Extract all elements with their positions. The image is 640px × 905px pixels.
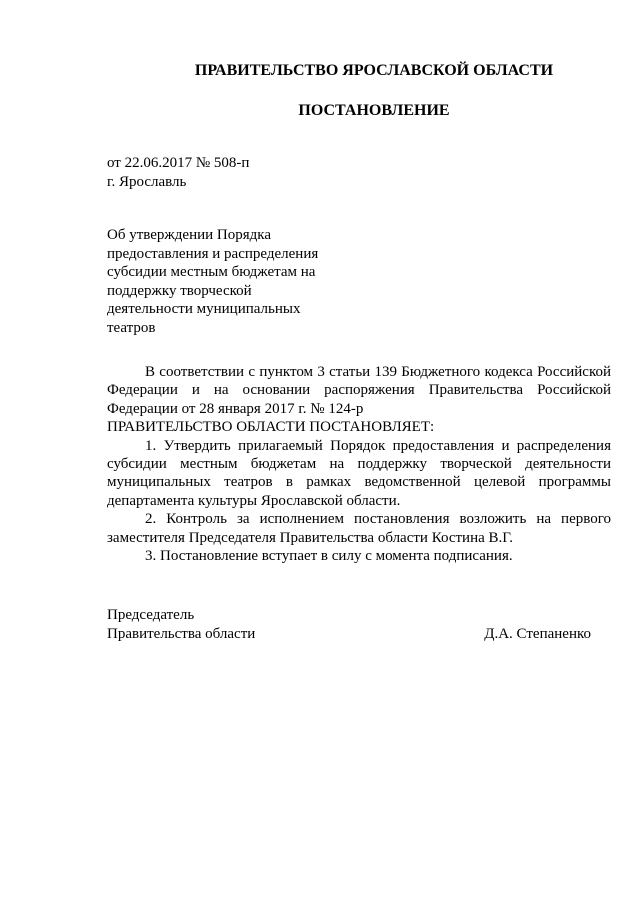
signatory-title-line2: Правительства области [107, 625, 256, 642]
organization-heading: ПРАВИТЕЛЬСТВО ЯРОСЛАВСКОЙ ОБЛАСТИ [194, 62, 554, 79]
document-type-heading: ПОСТАНОВЛЕНИЕ [298, 102, 450, 119]
preamble-paragraph: В соответствии с пунктом 3 статьи 139 Бюджетного кодекса Российской Федерации и на основании распоряжения Правительства Российской Федерации от 28 января 2017 г. № 124-р [107, 364, 611, 417]
subject-line: театров [107, 319, 156, 336]
signature-row-2 [107, 625, 591, 644]
subject-line: Об утверждении Порядка [107, 227, 271, 243]
document-meta [107, 154, 249, 191]
subject-line: субсидии местным бюджетам на [107, 264, 316, 280]
resolution-item-1: 1. Утвердить прилагаемый Порядок предоставления и распределения субсидии местным бюджетам на поддержку творческой деятельности муниципальных театров в рамках ведомственной целевой программы департамента культуры Ярославской области. [107, 437, 611, 509]
date-number: от 22.06.2017 № 508-п [107, 155, 250, 171]
document-subject [107, 226, 318, 337]
resolution-item-3: 3. Постановление вступает в силу с момента подписания. [145, 548, 513, 565]
subject-line: предоставления и распределения [107, 245, 319, 262]
signatory-name: Д.А. Степаненко [484, 625, 591, 642]
document-body [107, 363, 611, 565]
signatory-title-line1: Председатель [107, 607, 195, 623]
resolution-item-2: 2. Контроль за исполнением постановления возложить на первого заместителя Председателя Правительства области Костина В.Г. [107, 511, 611, 546]
subject-line: деятельности муниципальных [107, 301, 301, 317]
subject-line: поддержку творческой [107, 282, 252, 299]
decree-line: ПРАВИТЕЛЬСТВО ОБЛАСТИ ПОСТАНОВЛЯЕТ: [107, 419, 435, 436]
signature-row-1 [107, 606, 591, 625]
city: г. Ярославль [107, 173, 187, 190]
signature-block [107, 606, 591, 643]
